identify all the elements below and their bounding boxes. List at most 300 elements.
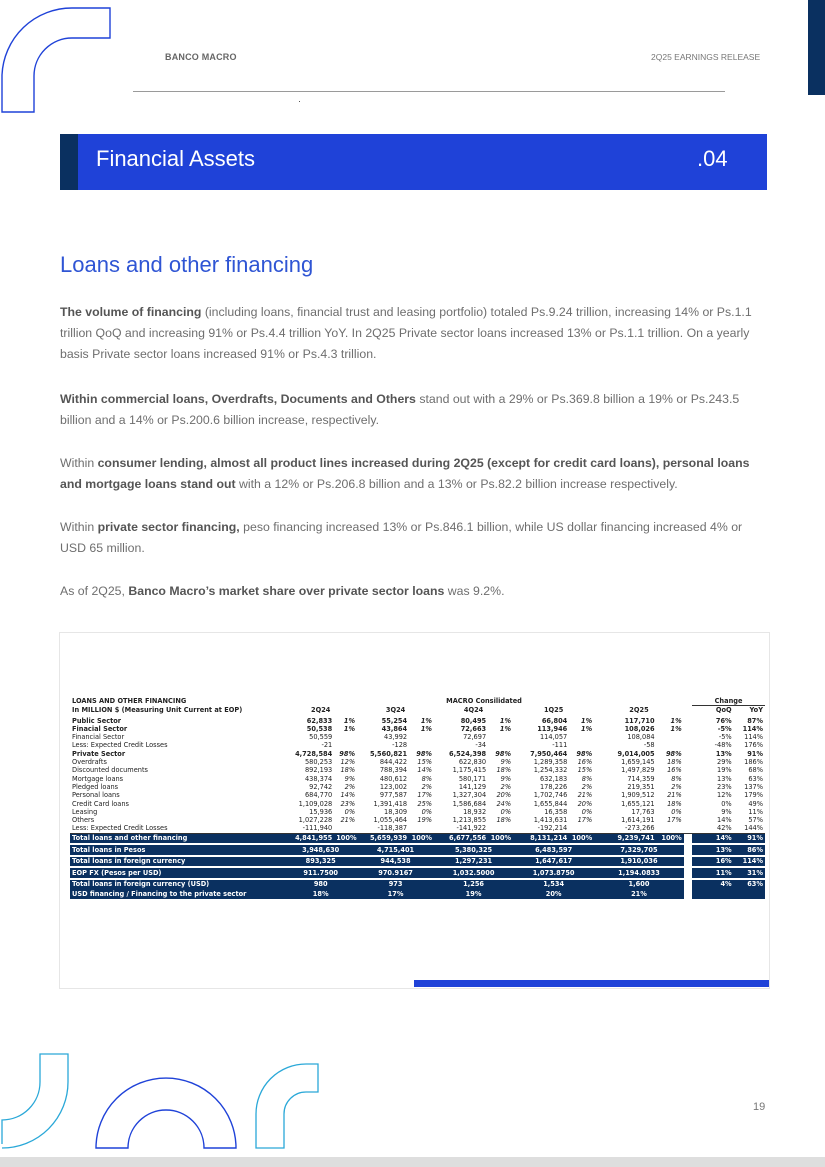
row-value: 0% (344, 807, 356, 816)
row-value (488, 733, 513, 741)
row-value: 21% (594, 889, 684, 899)
row-value (734, 889, 765, 899)
row-value: -111,940 (284, 824, 334, 833)
row-value (334, 741, 357, 749)
row-value: 944,538 (357, 857, 434, 867)
row-value: 72,663 (460, 724, 487, 733)
table-row (70, 800, 765, 808)
row-value: 100% (409, 833, 434, 843)
row-value: 9,239,741 (594, 833, 656, 843)
row-value: 186% (744, 758, 763, 767)
row-value: 1,659,145 (621, 758, 655, 767)
row-label: Total loans in Pesos (70, 845, 284, 855)
row-value: 1,391,418 (373, 799, 408, 808)
row-value: 13% (717, 774, 732, 783)
row-value: 63% (734, 880, 765, 890)
row-value: 977,587 (379, 791, 408, 800)
row-value: 1% (420, 724, 433, 733)
row-value (692, 889, 734, 899)
row-value: 98% (665, 749, 682, 758)
row-value: 2% (581, 782, 593, 791)
row-label: Finacial Sector (72, 724, 128, 733)
row-value: 1,032.5000 (434, 868, 513, 878)
paragraph-bold: The volume of financing (60, 305, 202, 319)
row-value: 21% (340, 816, 356, 825)
row-value: 23% (717, 782, 732, 791)
row-value: 5,380,325 (434, 845, 513, 855)
row-value: 1,175,415 (452, 766, 487, 775)
row-value: 5,659,939 (357, 833, 409, 843)
row-value: 63% (748, 774, 763, 783)
paragraph-text: was 9.2%. (444, 584, 505, 598)
row-label: Total loans in foreign currency (USD) (70, 880, 284, 890)
row-value: 20% (513, 889, 594, 899)
row-value: 622,830 (458, 758, 487, 767)
row-value: 2% (671, 782, 682, 791)
section-title: Loans and other financing (60, 252, 314, 277)
row-value: 16% (577, 758, 593, 767)
table-row (70, 725, 765, 733)
row-value: 480,612 (379, 774, 408, 783)
row-value: 1,413,631 (533, 816, 568, 825)
table-pesos-row (70, 845, 765, 855)
table-accent-bar (414, 980, 769, 987)
col-header: 2Q24 (311, 706, 331, 715)
row-value: 123,002 (379, 782, 408, 791)
row-value: 4,728,584 (295, 749, 333, 758)
row-value: 98% (576, 749, 593, 758)
row-label: Private Sector (72, 749, 126, 758)
row-value: 8% (581, 774, 593, 783)
row-value (334, 733, 357, 741)
row-label: Credit Card loans (72, 799, 129, 808)
row-value: 137% (744, 782, 763, 791)
row-value: 19% (417, 816, 433, 825)
row-value: 100% (657, 833, 684, 843)
row-value: 980 (284, 880, 357, 890)
row-value: 7,329,705 (594, 845, 684, 855)
row-value: 892,193 (304, 766, 333, 775)
row-value: 18% (667, 799, 682, 808)
table-row (70, 808, 765, 816)
table-row (70, 758, 765, 766)
row-value: 18% (496, 816, 512, 825)
row-value: 86% (734, 845, 765, 855)
row-value: 9,014,005 (617, 749, 655, 758)
table-row (70, 783, 765, 791)
row-value: 1,534 (513, 880, 594, 890)
row-value: 17% (667, 816, 682, 825)
row-value: 438,374 (304, 774, 333, 783)
row-value: 2% (421, 782, 433, 791)
paragraph-private (60, 517, 767, 559)
banner-title: Financial Assets (96, 146, 255, 171)
row-value: 55,254 (381, 716, 408, 725)
row-label: Others (72, 816, 95, 825)
paragraph-text: As of 2Q25, (60, 584, 129, 598)
row-value: 9% (721, 807, 732, 816)
row-value: 14% (417, 766, 433, 775)
row-value: 219,351 (627, 782, 655, 791)
row-value: 16% (667, 766, 682, 775)
row-value: 13% (692, 845, 734, 855)
row-value (657, 733, 684, 741)
row-label: Mortgage loans (72, 774, 124, 783)
row-value: 1,586,684 (452, 799, 487, 808)
row-label: Public Sector (72, 716, 122, 725)
table-row (70, 717, 765, 725)
row-value (409, 824, 434, 833)
row-value: 91% (734, 833, 765, 843)
table-row (70, 741, 765, 749)
row-value: 17% (577, 816, 593, 825)
row-value: 6,483,597 (513, 845, 594, 855)
row-value: 14% (692, 833, 734, 843)
row-value: 11% (748, 807, 763, 816)
table-row (70, 816, 765, 824)
row-value: -48% (714, 741, 732, 750)
row-value: 632,183 (539, 774, 568, 783)
row-value: 114% (734, 857, 765, 867)
row-value: 21% (577, 791, 593, 800)
row-value: 7,950,464 (530, 749, 568, 758)
table-change: Change (692, 697, 765, 706)
row-value: 23% (340, 799, 356, 808)
row-value: 1% (343, 716, 356, 725)
col-header: 1Q25 (543, 706, 564, 715)
row-value: 19% (717, 766, 732, 775)
paragraph-text: stand out with a 29% or Ps.369.8 billion a 19% or Ps.243.5 billion and a 14% or Ps.200.6 billion increase, respectively. (60, 392, 740, 427)
row-value: 9% (500, 758, 512, 767)
row-value: 57% (748, 816, 763, 825)
row-value (569, 741, 594, 749)
row-value: 8% (671, 774, 682, 783)
row-value: 4% (692, 880, 734, 890)
row-value: 50,538 (306, 724, 333, 733)
table-usd-row (70, 880, 765, 890)
row-value: 2% (344, 782, 356, 791)
row-label: Discounted documents (72, 766, 148, 775)
row-value (409, 733, 434, 741)
row-label: Leasing (72, 807, 98, 816)
row-value: 1,289,358 (533, 758, 568, 767)
row-value: -5% (718, 733, 732, 742)
row-value (569, 733, 594, 741)
header-dot (299, 101, 300, 102)
row-value: 13% (715, 749, 732, 758)
row-value: 1,497,829 (621, 766, 655, 775)
row-value: 18% (284, 889, 357, 899)
row-label: Less: Expected Credit Losses (72, 741, 168, 750)
row-value: 1,109,028 (298, 799, 333, 808)
row-label: Pledged loans (72, 782, 119, 791)
row-value (569, 824, 594, 833)
row-value: -58 (643, 741, 655, 750)
row-value: 117,710 (624, 716, 655, 725)
row-value: 16% (692, 857, 734, 867)
row-value: 1% (581, 724, 593, 733)
row-value: 11% (692, 868, 734, 878)
table-usd-share-row (70, 889, 765, 899)
row-value: 18% (496, 766, 512, 775)
paragraph-bold: Banco Macro’s market share over private sector loans (128, 584, 445, 598)
row-value: 4,841,955 (284, 833, 334, 843)
table-title: LOANS AND OTHER FINANCING (72, 697, 187, 706)
row-value: 114% (742, 724, 763, 733)
row-value: 100% (488, 833, 513, 843)
paragraph-consumer (60, 453, 767, 495)
banner-number: .04 (697, 146, 728, 171)
row-value: 176% (744, 741, 763, 750)
row-value: 1,655,121 (621, 799, 655, 808)
row-value: -118,387 (357, 824, 409, 833)
table-row (70, 791, 765, 799)
row-value: 1% (670, 724, 682, 733)
row-value: 0% (721, 799, 732, 808)
row-value: 3,948,630 (284, 845, 357, 855)
row-value: 91% (747, 749, 763, 758)
row-value: 973 (357, 880, 434, 890)
col-header: QoQ (715, 706, 732, 715)
row-value: 29% (717, 758, 732, 767)
row-value: 100% (569, 833, 594, 843)
row-value (657, 824, 684, 833)
row-label: Financial Sector (72, 733, 125, 742)
row-value: 1% (499, 724, 512, 733)
row-value (657, 741, 684, 749)
row-value: 19% (434, 889, 513, 899)
row-value: 1,600 (594, 880, 684, 890)
row-label: Total loans and other financing (70, 833, 284, 843)
row-value: 1,655,844 (533, 799, 568, 808)
row-label: EOP FX (Pesos per USD) (70, 868, 284, 878)
table-unit: In MILLION $ (Measuring Unit Current at EOP) (72, 706, 243, 715)
row-value: -21 (321, 741, 333, 750)
row-value: 25% (417, 799, 433, 808)
row-value: 1% (581, 716, 593, 725)
col-header: 3Q24 (385, 706, 406, 715)
row-value: 6,524,398 (449, 749, 487, 758)
row-value: 100% (336, 834, 357, 843)
row-value: -192,214 (513, 824, 569, 833)
row-value: 714,359 (627, 774, 655, 783)
row-value: 20% (496, 791, 512, 800)
row-value: 18,932 (463, 807, 487, 816)
col-header: 4Q24 (463, 706, 484, 715)
row-value: 113,946 (537, 724, 568, 733)
row-value: 1% (343, 724, 356, 733)
paragraph-bold: consumer lending, almost all product lines increased during 2Q25 (except for credit card loans), personal loans and mortgage loans stand out (60, 456, 750, 491)
row-value: 8,131,214 (513, 833, 569, 843)
table-row (70, 733, 765, 741)
page-number: 19 (753, 1101, 766, 1113)
row-value: 8% (421, 774, 433, 783)
row-label: USD financing / Financing to the private sector (70, 889, 284, 899)
row-value: 68% (748, 766, 763, 775)
row-value: 49% (748, 799, 763, 808)
row-value: 1% (420, 716, 433, 725)
row-value: 62,833 (306, 716, 333, 725)
paragraph-text: with a 12% or Ps.206.8 billion and a 13% or Ps.82.2 billion increase respectively. (235, 477, 678, 491)
row-value: -34 (475, 741, 487, 750)
table-total-row (70, 833, 765, 843)
row-value: 0% (421, 807, 433, 816)
row-value: 17% (417, 791, 433, 800)
row-value: 1,213,855 (452, 816, 487, 825)
row-value: 80,495 (460, 716, 487, 725)
row-value (488, 741, 513, 749)
row-value (334, 824, 357, 833)
loans-table (70, 697, 765, 899)
row-value: 580,171 (458, 774, 487, 783)
row-value: 179% (744, 791, 763, 800)
row-value: 178,226 (539, 782, 568, 791)
row-value: 12% (717, 791, 732, 800)
row-value: 18% (340, 766, 356, 775)
row-value: 50,559 (309, 733, 333, 742)
row-value: 43,864 (381, 724, 408, 733)
row-value: 18% (667, 758, 682, 767)
row-value: 108,026 (624, 724, 655, 733)
row-value: 17% (357, 889, 434, 899)
row-value: 15% (577, 766, 593, 775)
row-value: 970.9167 (357, 868, 434, 878)
row-value: 1,073.8750 (513, 868, 594, 878)
header-report: 2Q25 EARNINGS RELEASE (651, 52, 761, 62)
row-value: 5,560,821 (369, 749, 408, 758)
row-label: Total loans in foreign currency (70, 857, 284, 867)
col-header: YoY (749, 706, 763, 715)
row-value: 141,129 (458, 782, 487, 791)
row-value: 9% (500, 774, 512, 783)
section-banner-edge (60, 134, 78, 190)
row-value: 98% (495, 749, 512, 758)
row-value: 1% (670, 716, 682, 725)
paragraph-volume (60, 302, 767, 365)
row-value: 42% (692, 824, 734, 833)
row-value: -111 (552, 741, 568, 750)
table-fx-row (70, 868, 765, 878)
header-divider (133, 91, 725, 92)
row-value: 1,254,332 (533, 766, 568, 775)
row-value: -128 (392, 741, 408, 750)
paragraph-text: peso financing increased 13% or Ps.846.1 billion, while US dollar financing increased 4% or USD 65 million. (60, 520, 743, 555)
row-value: 9% (344, 774, 356, 783)
row-value: 911.7500 (284, 868, 357, 878)
row-value: 1,910,036 (594, 857, 684, 867)
header-company: BANCO MACRO (165, 52, 237, 62)
row-value: 893,325 (284, 857, 357, 867)
table-row (70, 766, 765, 774)
table-row (70, 750, 765, 758)
row-value: 1,909,512 (621, 791, 655, 800)
row-value: 108,084 (627, 733, 655, 742)
row-value: 0% (671, 807, 682, 816)
row-label: Overdrafts (72, 758, 107, 767)
row-value: 1,194.0833 (594, 868, 684, 878)
row-value: 6,677,556 (434, 833, 488, 843)
row-value: 0% (500, 807, 512, 816)
row-value: 15,936 (309, 807, 333, 816)
table-title-row (70, 697, 765, 706)
paragraph-market-share (60, 581, 767, 602)
row-value (409, 741, 434, 749)
row-value: -5% (717, 724, 732, 733)
row-value: 20% (577, 799, 593, 808)
row-value: 98% (339, 749, 356, 758)
paragraph-bold: private sector financing, (97, 520, 240, 534)
row-value: 1,256 (434, 880, 513, 890)
row-value: 580,253 (304, 758, 333, 767)
row-value: 15% (417, 758, 433, 767)
row-value: 1,297,231 (434, 857, 513, 867)
row-value: 66,804 (541, 716, 568, 725)
footer-band (0, 1157, 825, 1167)
paragraph-bold: Within commercial loans, Overdrafts, Documents and Others (60, 392, 416, 406)
row-value: 92,742 (309, 782, 333, 791)
row-value: 16,358 (544, 807, 568, 816)
row-value: 14% (717, 816, 732, 825)
table-row (70, 824, 765, 833)
paragraph-text: Within (60, 520, 98, 534)
row-value: -273,266 (594, 824, 656, 833)
row-value: 1,027,228 (298, 816, 333, 825)
row-value: -141,922 (434, 824, 488, 833)
paragraph-text: Within (60, 456, 98, 470)
row-value: 24% (496, 799, 512, 808)
row-value: 43,992 (384, 733, 408, 742)
row-value: 12% (340, 758, 356, 767)
row-value: 76% (715, 716, 732, 725)
row-value: 72,697 (463, 733, 487, 742)
paragraph-text: (including loans, financial trust and leasing portfolio) totaled Ps.9.24 trillion, increasing 14% or Ps.1.1 trillion QoQ and increasing 91% or Ps.4.4 trillion YoY. In 2Q25 Private sector loans increased 13% or Ps.1.1 trillion. On a yearly basis Private sector loans increased 91% or Ps.4.3 trillion. (60, 305, 752, 361)
row-value: 1,702,746 (533, 791, 568, 800)
row-value: 2% (500, 782, 512, 791)
row-value: 0% (581, 807, 593, 816)
row-label: Less: Expected Credit Losses (70, 824, 284, 833)
row-value: 114,057 (539, 733, 568, 742)
table-foreign-row (70, 857, 765, 867)
row-value: 844,422 (379, 758, 408, 767)
row-value: 1% (499, 716, 512, 725)
row-value: 788,394 (379, 766, 408, 775)
top-right-accent-bar (808, 0, 825, 95)
row-value: 684,770 (304, 791, 333, 800)
row-value: 21% (667, 791, 682, 800)
row-value: 1,614,191 (621, 816, 655, 825)
row-value: 1,327,304 (452, 791, 487, 800)
row-value (488, 824, 513, 833)
row-value: 4,715,401 (357, 845, 434, 855)
row-value: 87% (747, 716, 763, 725)
table-header-row (70, 706, 765, 715)
table-row (70, 775, 765, 783)
table-group: MACRO Consilidated (446, 697, 522, 706)
row-value: 14% (340, 791, 356, 800)
row-value: 31% (734, 868, 765, 878)
bottom-arc-decoration (0, 1052, 320, 1152)
row-value: 114% (744, 733, 763, 742)
row-value: 1,055,464 (373, 816, 408, 825)
row-value: 1,647,617 (513, 857, 594, 867)
row-value: 18,309 (384, 807, 408, 816)
paragraph-commercial (60, 389, 767, 431)
row-value: 144% (734, 824, 765, 833)
corner-arc-decoration (0, 0, 120, 115)
row-label: Personal loans (72, 791, 120, 800)
col-header: 2Q25 (629, 706, 649, 715)
row-value: 98% (416, 749, 433, 758)
